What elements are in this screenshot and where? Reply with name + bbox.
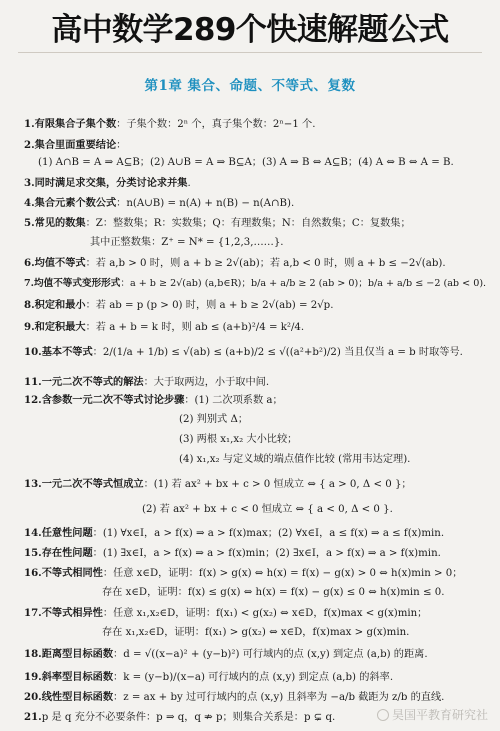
formula-item: 21.p 是 q 充分不必要条件：p ⇒ q，q ⇏ p；则集合关系是：p ⊊ q. [24, 711, 336, 723]
formula-item: 6.均值不等式：若 a,b > 0 时，则 a + b ≥ 2√(ab)；若 a,b < 0 时，则 a + b ≤ −2√(ab). [24, 257, 446, 269]
formula-item: 14.任意性问题：(1) ∀x∈I，a > f(x) ⇒ a > f(x)max；(2) ∀x∈I，a ≤ f(x) ⇒ a ≤ f(x)min. [24, 527, 445, 539]
formula-item: 存在 x∈D，证明：f(x) ≤ g(x) ⇔ h(x) = f(x) − g(x) ≤ 0 ⇔ h(x)min ≤ 0. [102, 587, 445, 598]
formula-item: 16.不等式相同性：任意 x∈D，证明：f(x) > g(x) ⇔ h(x) = f(x) − g(x) > 0 ⇔ h(x)min > 0； [24, 567, 463, 579]
formula-item: (3) 两根 x₁,x₂ 大小比较； [179, 434, 298, 445]
formula-item: 15.存在性问题：(1) ∃x∈I，a > f(x) ⇒ a > f(x)min；(2) ∃x∈I，a > f(x) ⇒ a > f(x)min. [24, 547, 441, 559]
formula-item: 13.一元二次不等式恒成立：(1) 若 ax² + bx + c > 0 恒成立 ⇔ { a > 0, Δ < 0 }； [24, 478, 412, 490]
formula-item: 19.斜率型目标函数：k = (y−b)/(x−a) 可行域内的点 (x,y) 到定点 (a,b) 的斜率. [24, 671, 394, 683]
formula-item: 其中正整数集：Z⁺ = N* = {1,2,3,……}. [90, 237, 284, 248]
formula-item: 11.一元二次不等式的解法：大于取两边，小于取中间. [24, 376, 270, 388]
formula-item: 5.常见的数集：Z：整数集；R：实数集；Q：有理数集；N：自然数集；C：复数集； [24, 217, 411, 229]
formula-item: (4) x₁,x₂ 与定义域的端点值作比较 (常用韦达定理). [179, 454, 411, 465]
formula-item: 9.和定积最大：若 a + b = k 时，则 ab ≤ (a+b)²/4 = k²/4. [24, 321, 305, 333]
formula-item: 3.同时满足求交集，分类讨论求并集. [24, 177, 191, 189]
formula-item: (1) A∩B = A ⇒ A⊆B；(2) A∪B = A ⇒ B⊆A；(3) A ⇒ B ⇔ A⊆B；(4) A ⇔ B ⇔ A = B. [38, 157, 454, 168]
formula-item: 10.基本不等式：2/(1/a + 1/b) ≤ √(ab) ≤ (a+b)/2 ≤ √((a²+b²)/2) 当且仅当 a = b 时取等号. [24, 346, 463, 358]
watermark: 昊国平教育研究社 [377, 706, 488, 723]
formula-item: 4.集合元素个数公式：n(A∪B) = n(A) + n(B) − n(A∩B). [24, 197, 295, 209]
page-title: 高中数学289个快速解题公式 [51, 12, 449, 48]
title-divider [18, 52, 482, 53]
formula-item: 1.有限集合子集个数：子集个数：2ⁿ 个，真子集个数：2ⁿ−1 个. [24, 118, 316, 130]
formula-item: 存在 x₁,x₂∈D，证明：f(x₁) > g(x₂) ⇔ x∈D，f(x)max > g(x)min. [102, 627, 410, 638]
formula-item: 20.线性型目标函数：z = ax + by 过可行域内的点 (x,y) 且斜率为 −a/b 截距为 z/b 的直线. [24, 691, 445, 703]
formula-item: 17.不等式相异性：任意 x₁,x₂∈D，证明：f(x₁) < g(x₂) ⇔ x∈D，f(x)max < g(x)min； [24, 607, 428, 619]
formula-item: 2.集合里面重要结论： [24, 139, 127, 151]
chapter-heading: 第1章 集合、命题、不等式、复数 [144, 78, 356, 94]
formula-item: 7.均值不等式变形形式：a + b ≥ 2√(ab) (a,b∈R)；b/a + a/b ≥ 2 (ab > 0)；b/a + a/b ≤ −2 (ab < 0). [24, 278, 487, 289]
watermark-logo-icon [377, 709, 389, 721]
formula-item: (2) 判别式 Δ； [179, 414, 249, 425]
formula-item: (2) 若 ax² + bx + c < 0 恒成立 ⇔ { a < 0, Δ < 0 }. [142, 504, 393, 515]
formula-item: 8.积定和最小：若 ab = p (p > 0) 时，则 a + b ≥ 2√(ab) = 2√p. [24, 299, 334, 311]
formula-item: 12.含参数一元二次不等式讨论步骤：(1) 二次项系数 a； [24, 394, 283, 406]
formula-item: 18.距离型目标函数：d = √((x−a)² + (y−b)²) 可行域内的点 (x,y) 到定点 (a,b) 的距离. [24, 648, 428, 660]
